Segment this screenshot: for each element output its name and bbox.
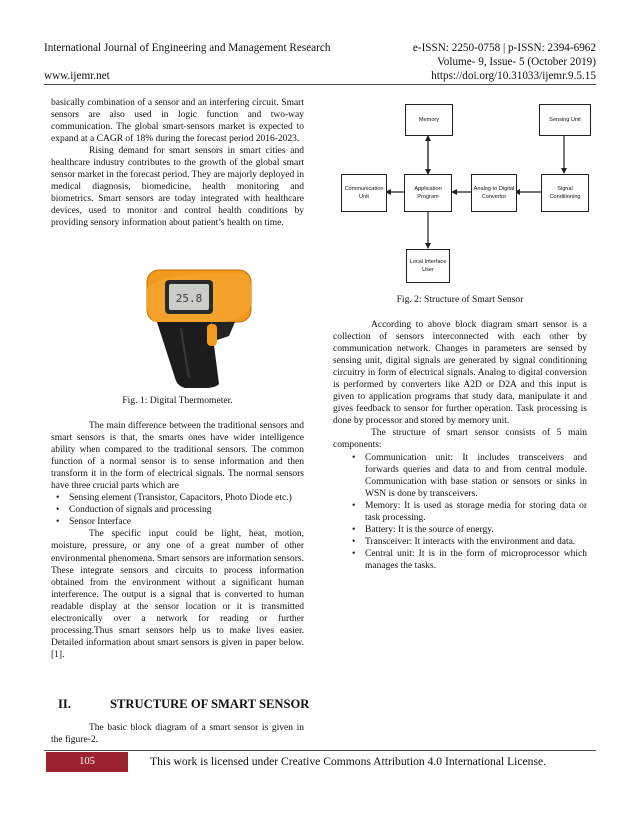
- left-column-section-text: [51, 722, 304, 746]
- bullet-icon: •: [56, 505, 60, 516]
- figure-1-caption: Fig. 1: Digital Thermometer.: [122, 395, 233, 406]
- issn: e-ISSN: 2250-0758 | p-ISSN: 2394-6962: [412, 42, 596, 54]
- bullet-icon: •: [56, 493, 60, 504]
- left-column-top: [51, 97, 304, 230]
- list-item: • Central unit: It is in the form of microprocessor which manages the tasks.: [352, 548, 587, 571]
- bullet-icon: •: [352, 452, 356, 463]
- license-text: This work is licensed under Creative Commons Attribution 4.0 International License.: [150, 755, 547, 768]
- footer-divider: [44, 750, 596, 751]
- bullet-icon: •: [352, 548, 356, 559]
- list-item: • Sensing element (Transistor, Capacitors, Photo Diode etc.): [56, 493, 292, 504]
- left-paragraph-1: basically combination of a sensor and an interfering circuit. Smart sensors are also used in logic function and two-way communication. The global smart-sensors market is expected to expand at a CAGR of 18% during the forecast period 2016-2023.: [51, 98, 304, 145]
- sensing-unit-block: Sensing Unit: [539, 104, 591, 136]
- bullet-icon: •: [352, 524, 356, 535]
- left-paragraph-4: The specific input could be light, heat, motion, moisture, pressure, or any one of a great number of other environmental phenomena. Smart sensors are information sensors. These integrate sensors and circuits to process information obtained from the environment without a significant human interference. The output is a signal that is converted to human readable display at the sensor location or it is transmitted electronically over a network for reading or further processing.Thus smart sensors help us to make lives easier. Detailed information about smart sensors is given in paper below.[1].: [51, 529, 304, 660]
- memory-block: Memory: [405, 104, 453, 136]
- doi-link[interactable]: https://doi.org/10.31033/ijemr.9.5.15: [431, 70, 596, 82]
- bullet-icon: •: [352, 500, 356, 511]
- adc-block: Analog to Digital Convertor: [471, 174, 517, 212]
- local-interface-block: Local Interface User: [406, 249, 450, 283]
- figure-2-caption: Fig. 2: Structure of Smart Sensor: [396, 294, 524, 305]
- right-paragraph-1: According to above block diagram smart sensor is a collection of sensors interconnected with each other by communication network. Changes in parameters are sensed by sensing unit, digital signals are generated by signal conditioning circuitry in form of electrical signals. Analog to digital conversion is performed by converters like A2D or D2A and this input is given to application programs that study data, manipulate it and gives feedback to sensor for further operation. Task processing is done by processor and stored by memory unit.: [333, 320, 587, 427]
- thermometer-display-reading: 25.8: [175, 292, 203, 305]
- bullet-icon: •: [56, 517, 60, 528]
- list-item: • Communication unit: It includes transceivers and forwards queries and data to and from central module. Communication with base station or sensors or sinks in WSN is done by transceivers.: [352, 452, 587, 499]
- right-paragraph-2: The structure of smart sensor consists of 5 main components:: [333, 428, 587, 451]
- signal-conditioning-block: Signal Conditioning: [541, 174, 589, 212]
- digital-thermometer-image: [145, 266, 253, 388]
- communication-unit-block: Communication Unit: [341, 174, 387, 212]
- left-column-bottom: [51, 420, 304, 661]
- sensor-parts-list: [51, 492, 304, 528]
- volume-issue: Volume- 9, Issue- 5 (October 2019): [437, 56, 596, 68]
- components-list: [333, 452, 587, 572]
- page-number-badge: 105: [46, 752, 128, 772]
- section-heading: [58, 697, 309, 712]
- section-title: STRUCTURE OF SMART SENSOR: [110, 697, 310, 711]
- section-number: II.: [58, 697, 71, 711]
- journal-title: International Journal of Engineering and Management Research: [44, 42, 331, 54]
- list-item: • Conduction of signals and processing: [56, 505, 212, 516]
- list-item: • Sensor Interface: [56, 517, 131, 528]
- application-program-block: Application Program: [404, 174, 452, 212]
- list-item: • Transceiver: It interacts with the environment and data.: [352, 536, 576, 547]
- right-column: [333, 319, 587, 572]
- header-divider: [44, 84, 596, 85]
- left-paragraph-3: The main difference between the traditional sensors and smart sensors is that, the smarts ones have wider intelligence ability when compared to the traditional sensors. The common function of a normal sensor is to sense information and then transform it in the form of electrical signals. The normal sensors have three crucial parts which are: [51, 421, 304, 492]
- bullet-icon: •: [352, 536, 356, 547]
- left-paragraph-2: Rising demand for smart sensors in smart cities and healthcare industry contributes to the growth of the global smart sensor market in the forecast period. They are majorly deployed in medical diagnosis, biomedicine, health monitoring and biometrics. Smart sensors are today integrated with healthcare devices, used to monitor and control health conditions by providing sensory information about patient’s health on time.: [51, 146, 304, 229]
- smart-sensor-block-diagram: [338, 98, 592, 288]
- list-item: • Battery: It is the source of energy.: [352, 524, 494, 535]
- list-item: • Memory: It is used as storage media for storing data or task processing.: [352, 500, 587, 523]
- left-paragraph-5: The basic block diagram of a smart sensor is given in the figure-2.: [51, 723, 304, 746]
- website-link[interactable]: www.ijemr.net: [44, 70, 110, 82]
